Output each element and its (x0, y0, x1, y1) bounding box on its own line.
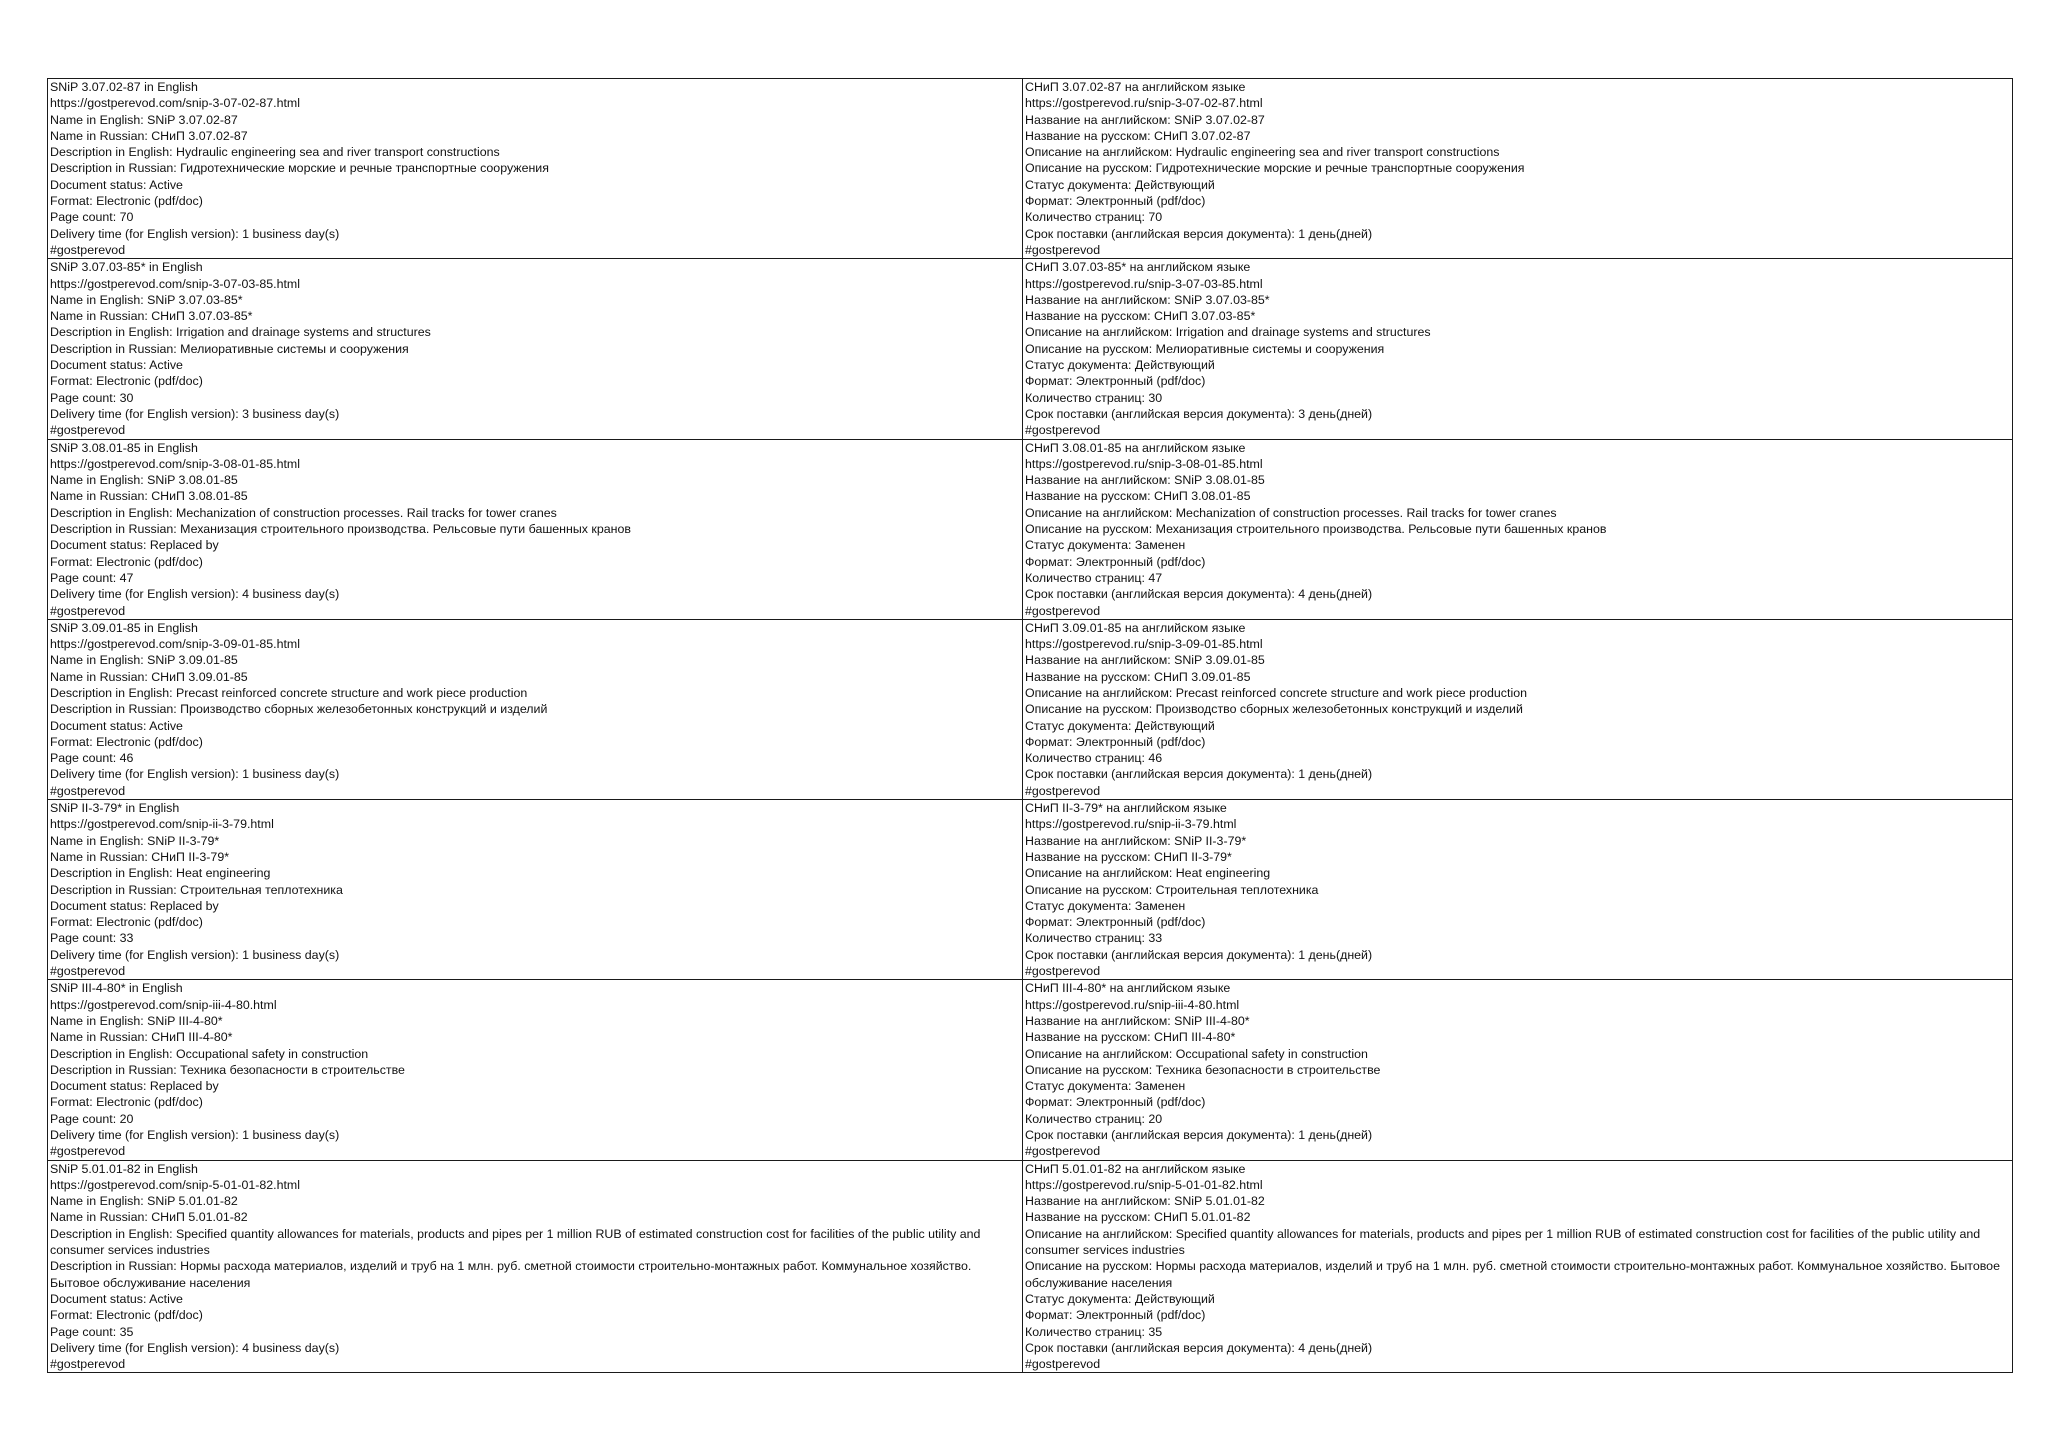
english-name-russian: Name in Russian: СНиП 3.08.01-85 (50, 489, 248, 504)
russian-description-russian: Описание на русском: Техника безопасности в строительстве (1025, 1062, 1381, 1077)
russian-hashtag: #gostperevod (1025, 242, 1101, 257)
english-description-russian: Description in Russian: Нормы расхода материалов, изделий и труб на 1 млн. руб. сметной стоимости строительно-монтажных работ. Коммунальное хозяйство. Бытовое обслуживание населения (50, 1259, 972, 1290)
english-description-english: Description in English: Mechanization of construction processes. Rail tracks for tower cranes (50, 505, 557, 520)
english-title: SNiP 3.09.01-85 in English (50, 620, 198, 635)
russian-page-count: Количество страниц: 35 (1025, 1324, 1163, 1339)
english-hashtag: #gostperevod (50, 783, 126, 798)
english-url[interactable]: https://gostperevod.com/snip-3-07-03-85.html (50, 276, 301, 291)
russian-title: СНиП 3.08.01-85 на английском языке (1025, 440, 1246, 455)
russian-hashtag: #gostperevod (1025, 783, 1101, 798)
english-hashtag: #gostperevod (50, 603, 126, 618)
russian-name-russian: Название на русском: СНиП 3.08.01-85 (1025, 489, 1251, 504)
russian-name-english: Название на английском: SNiP 3.09.01-85 (1025, 653, 1265, 668)
russian-description-english: Описание на английском: Hydraulic engineering sea and river transport constructions (1025, 145, 1500, 160)
russian-format: Формат: Электронный (pdf/doc) (1025, 915, 1206, 930)
english-description-english: Description in English: Occupational safety in construction (50, 1046, 369, 1061)
russian-name-russian: Название на русском: СНиП 5.01.01-82 (1025, 1210, 1251, 1225)
english-cell (48, 980, 1023, 1160)
english-status: Document status: Replaced by (50, 538, 219, 553)
english-page-count: Page count: 30 (50, 390, 134, 405)
russian-name-russian: Название на русском: СНиП 3.07.03-85* (1025, 309, 1256, 324)
table-row (48, 259, 2013, 439)
english-url[interactable]: https://gostperevod.com/snip-3-09-01-85.html (50, 637, 301, 652)
russian-format: Формат: Электронный (pdf/doc) (1025, 194, 1206, 209)
english-url[interactable]: https://gostperevod.com/snip-5-01-01-82.html (50, 1177, 301, 1192)
english-status: Document status: Active (50, 177, 183, 192)
russian-name-english: Название на английском: SNiP 3.07.03-85* (1025, 292, 1270, 307)
english-delivery-time: Delivery time (for English version): 4 business day(s) (50, 1340, 340, 1355)
russian-url[interactable]: https://gostperevod.ru/snip-3-08-01-85.html (1025, 456, 1263, 471)
russian-delivery-time: Срок поставки (английская версия документа): 3 день(дней) (1025, 406, 1373, 421)
english-format: Format: Electronic (pdf/doc) (50, 1095, 203, 1110)
english-cell (48, 79, 1023, 259)
english-name-russian: Name in Russian: СНиП III-4-80* (50, 1030, 233, 1045)
russian-hashtag: #gostperevod (1025, 964, 1101, 979)
english-page-count: Page count: 20 (50, 1111, 134, 1126)
english-page-count: Page count: 46 (50, 751, 134, 766)
english-status: Document status: Active (50, 1291, 183, 1306)
english-description-russian: Description in Russian: Гидротехнические морские и речные транспортные сооружения (50, 161, 549, 176)
russian-name-russian: Название на русском: СНиП 3.07.02-87 (1025, 128, 1251, 143)
russian-hashtag: #gostperevod (1025, 603, 1101, 618)
russian-description-russian: Описание на русском: Нормы расхода материалов, изделий и труб на 1 млн. руб. сметной стоимости строительно-монтажных работ. Коммунальное хозяйство. Бытовое обслуживание населения (1025, 1259, 2000, 1290)
russian-delivery-time: Срок поставки (английская версия документа): 4 день(дней) (1025, 1340, 1373, 1355)
russian-description-english: Описание на английском: Precast reinforced concrete structure and work piece production (1025, 685, 1527, 700)
english-page-count: Page count: 47 (50, 570, 134, 585)
russian-description-english: Описание на английском: Heat engineering (1025, 866, 1271, 881)
russian-status: Статус документа: Действующий (1025, 1291, 1215, 1306)
english-hashtag: #gostperevod (50, 1144, 126, 1159)
russian-name-english: Название на английском: SNiP II-3-79* (1025, 833, 1247, 848)
russian-format: Формат: Электронный (pdf/doc) (1025, 554, 1206, 569)
russian-cell (1023, 259, 2013, 439)
english-name-english: Name in English: SNiP 5.01.01-82 (50, 1194, 238, 1209)
english-name-russian: Name in Russian: СНиП 3.09.01-85 (50, 669, 248, 684)
russian-name-english: Название на английском: SNiP 3.08.01-85 (1025, 473, 1265, 488)
russian-description-english: Описание на английском: Occupational safety in construction (1025, 1046, 1368, 1061)
russian-status: Статус документа: Действующий (1025, 177, 1215, 192)
russian-delivery-time: Срок поставки (английская версия документа): 1 день(дней) (1025, 767, 1373, 782)
english-description-english: Description in English: Specified quantity allowances for materials, products and pipes per 1 million RUB of estimated construction cost for facilities of the public utility and consumer services industries (50, 1226, 981, 1258)
russian-cell (1023, 800, 2013, 980)
document-table (47, 78, 2013, 1373)
russian-name-russian: Название на русском: СНиП 3.09.01-85 (1025, 669, 1251, 684)
russian-title: СНиП 3.09.01-85 на английском языке (1025, 620, 1246, 635)
english-url[interactable]: https://gostperevod.com/snip-iii-4-80.html (50, 997, 277, 1012)
english-status: Document status: Active (50, 718, 183, 733)
english-description-russian: Description in Russian: Техника безопасности в строительстве (50, 1062, 405, 1077)
russian-title: СНиП 5.01.01-82 на английском языке (1025, 1161, 1246, 1176)
english-url[interactable]: https://gostperevod.com/snip-3-08-01-85.html (50, 456, 301, 471)
russian-page-count: Количество страниц: 20 (1025, 1111, 1163, 1126)
english-cell (48, 1160, 1023, 1373)
english-hashtag: #gostperevod (50, 1357, 126, 1372)
english-status: Document status: Replaced by (50, 898, 219, 913)
russian-format: Формат: Электронный (pdf/doc) (1025, 374, 1206, 389)
english-title: SNiP II-3-79* in English (50, 801, 180, 816)
russian-cell (1023, 980, 2013, 1160)
russian-description-russian: Описание на русском: Мелиоративные системы и сооружения (1025, 341, 1385, 356)
russian-name-russian: Название на русском: СНиП III-4-80* (1025, 1030, 1236, 1045)
english-status: Document status: Replaced by (50, 1079, 219, 1094)
english-hashtag: #gostperevod (50, 964, 126, 979)
english-cell (48, 439, 1023, 619)
table-row (48, 980, 2013, 1160)
russian-hashtag: #gostperevod (1025, 1357, 1101, 1372)
english-format: Format: Electronic (pdf/doc) (50, 374, 203, 389)
table-row (48, 79, 2013, 259)
russian-status: Статус документа: Заменен (1025, 898, 1186, 913)
russian-url[interactable]: https://gostperevod.ru/snip-3-07-02-87.html (1025, 96, 1263, 111)
russian-cell (1023, 439, 2013, 619)
english-name-english: Name in English: SNiP 3.07.03-85* (50, 292, 243, 307)
russian-page-count: Количество страниц: 46 (1025, 751, 1163, 766)
russian-url[interactable]: https://gostperevod.ru/snip-3-09-01-85.html (1025, 637, 1263, 652)
english-cell (48, 619, 1023, 799)
russian-cell (1023, 619, 2013, 799)
russian-name-english: Название на английском: SNiP III-4-80* (1025, 1013, 1250, 1028)
russian-status: Статус документа: Действующий (1025, 358, 1215, 373)
russian-delivery-time: Срок поставки (английская версия документа): 4 день(дней) (1025, 587, 1373, 602)
russian-title: СНиП 3.07.03-85* на английском языке (1025, 260, 1251, 275)
english-title: SNiP 3.07.02-87 in English (50, 80, 198, 94)
english-description-english: Description in English: Precast reinforced concrete structure and work piece production (50, 685, 528, 700)
russian-status: Статус документа: Заменен (1025, 538, 1186, 553)
russian-name-russian: Название на русском: СНиП II-3-79* (1025, 849, 1232, 864)
english-delivery-time: Delivery time (for English version): 1 business day(s) (50, 947, 340, 962)
english-delivery-time: Delivery time (for English version): 1 business day(s) (50, 226, 340, 241)
russian-title: СНиП II-3-79* на английском языке (1025, 801, 1227, 816)
russian-name-english: Название на английском: SNiP 3.07.02-87 (1025, 112, 1265, 127)
english-hashtag: #gostperevod (50, 242, 126, 257)
russian-url[interactable]: https://gostperevod.ru/snip-3-07-03-85.html (1025, 276, 1263, 291)
english-page-count: Page count: 33 (50, 931, 134, 946)
russian-page-count: Количество страниц: 33 (1025, 931, 1163, 946)
english-format: Format: Electronic (pdf/doc) (50, 734, 203, 749)
english-delivery-time: Delivery time (for English version): 1 business day(s) (50, 1128, 340, 1142)
english-name-russian: Name in Russian: СНиП 3.07.03-85* (50, 309, 253, 324)
english-page-count: Page count: 70 (50, 210, 134, 225)
russian-hashtag: #gostperevod (1025, 1144, 1101, 1159)
english-name-russian: Name in Russian: СНиП II-3-79* (50, 849, 230, 864)
russian-url[interactable]: https://gostperevod.ru/snip-5-01-01-82.html (1025, 1177, 1263, 1192)
russian-name-english: Название на английском: SNiP 5.01.01-82 (1025, 1194, 1265, 1209)
english-delivery-time: Delivery time (for English version): 4 business day(s) (50, 587, 340, 602)
table-row (48, 1160, 2013, 1373)
russian-cell (1023, 79, 2013, 259)
english-title: SNiP 3.07.03-85* in English (50, 260, 203, 275)
russian-page-count: Количество страниц: 30 (1025, 390, 1163, 405)
russian-delivery-time: Срок поставки (английская версия документа): 1 день(дней) (1025, 947, 1373, 962)
english-url[interactable]: https://gostperevod.com/snip-ii-3-79.html (50, 817, 274, 832)
english-url[interactable]: https://gostperevod.com/snip-3-07-02-87.html (50, 96, 301, 111)
english-description-russian: Description in Russian: Механизация строительного производства. Рельсовые пути башенных кранов (50, 522, 631, 537)
english-description-russian: Description in Russian: Мелиоративные системы и сооружения (50, 341, 409, 356)
russian-description-russian: Описание на русском: Гидротехнические морские и речные транспортные сооружения (1025, 161, 1525, 176)
english-page-count: Page count: 35 (50, 1324, 134, 1339)
russian-description-russian: Описание на русском: Строительная теплотехника (1025, 882, 1319, 897)
english-cell (48, 259, 1023, 439)
english-description-english: Description in English: Hydraulic engineering sea and river transport constructions (50, 145, 500, 160)
english-name-english: Name in English: SNiP 3.08.01-85 (50, 473, 238, 488)
russian-format: Формат: Электронный (pdf/doc) (1025, 1308, 1206, 1323)
russian-description-english: Описание на английском: Specified quantity allowances for materials, products and pipes per 1 million RUB of estimated construction cost for facilities of the public utility and consumer services industries (1025, 1226, 1981, 1258)
english-hashtag: #gostperevod (50, 423, 126, 438)
english-cell (48, 800, 1023, 980)
english-name-english: Name in English: SNiP II-3-79* (50, 833, 220, 848)
english-description-english: Description in English: Heat engineering (50, 866, 271, 881)
russian-description-russian: Описание на русском: Производство сборных железобетонных конструкций и изделий (1025, 702, 1523, 717)
table-row (48, 800, 2013, 980)
english-name-english: Name in English: SNiP III-4-80* (50, 1013, 223, 1028)
english-delivery-time: Delivery time (for English version): 3 business day(s) (50, 406, 340, 421)
russian-page-count: Количество страниц: 70 (1025, 210, 1163, 225)
table-row (48, 619, 2013, 799)
russian-title: СНиП III-4-80* на английском языке (1025, 981, 1231, 996)
russian-hashtag: #gostperevod (1025, 423, 1101, 438)
russian-url[interactable]: https://gostperevod.ru/snip-ii-3-79.html (1025, 817, 1237, 832)
russian-format: Формат: Электронный (pdf/doc) (1025, 1095, 1206, 1110)
russian-title: СНиП 3.07.02-87 на английском языке (1025, 80, 1246, 94)
english-format: Format: Electronic (pdf/doc) (50, 915, 203, 930)
english-format: Format: Electronic (pdf/doc) (50, 194, 203, 209)
table-row (48, 439, 2013, 619)
english-format: Format: Electronic (pdf/doc) (50, 554, 203, 569)
russian-cell (1023, 1160, 2013, 1373)
russian-page-count: Количество страниц: 47 (1025, 570, 1163, 585)
russian-delivery-time: Срок поставки (английская версия документа): 1 день(дней) (1025, 1128, 1373, 1142)
russian-status: Статус документа: Заменен (1025, 1079, 1186, 1094)
russian-description-english: Описание на английском: Mechanization of construction processes. Rail tracks for tower cranes (1025, 505, 1557, 520)
russian-status: Статус документа: Действующий (1025, 718, 1215, 733)
english-format: Format: Electronic (pdf/doc) (50, 1308, 203, 1323)
english-title: SNiP 3.08.01-85 in English (50, 440, 198, 455)
russian-description-english: Описание на английском: Irrigation and drainage systems and structures (1025, 325, 1431, 340)
russian-delivery-time: Срок поставки (английская версия документа): 1 день(дней) (1025, 226, 1373, 241)
english-name-english: Name in English: SNiP 3.07.02-87 (50, 112, 238, 127)
english-name-english: Name in English: SNiP 3.09.01-85 (50, 653, 238, 668)
english-name-russian: Name in Russian: СНиП 3.07.02-87 (50, 128, 248, 143)
english-description-russian: Description in Russian: Производство сборных железобетонных конструкций и изделий (50, 702, 548, 717)
english-description-english: Description in English: Irrigation and drainage systems and structures (50, 325, 431, 340)
english-description-russian: Description in Russian: Строительная теплотехника (50, 882, 343, 897)
english-status: Document status: Active (50, 358, 183, 373)
english-title: SNiP III-4-80* in English (50, 981, 183, 996)
english-name-russian: Name in Russian: СНиП 5.01.01-82 (50, 1210, 248, 1225)
russian-description-russian: Описание на русском: Механизация строительного производства. Рельсовые пути башенных кранов (1025, 522, 1607, 537)
english-delivery-time: Delivery time (for English version): 1 business day(s) (50, 767, 340, 782)
document-table-body (48, 79, 2013, 1373)
russian-format: Формат: Электронный (pdf/doc) (1025, 734, 1206, 749)
russian-url[interactable]: https://gostperevod.ru/snip-iii-4-80.html (1025, 997, 1240, 1012)
english-title: SNiP 5.01.01-82 in English (50, 1161, 198, 1176)
